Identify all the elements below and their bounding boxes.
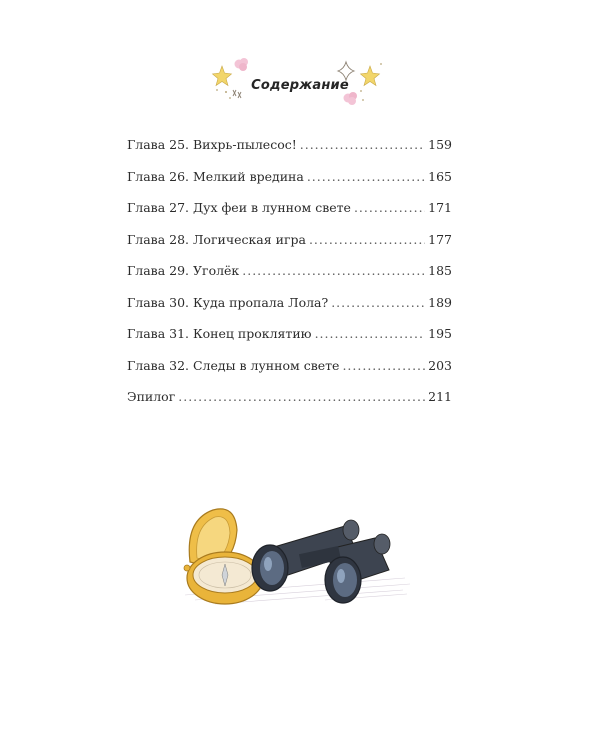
toc-entry-title: Глава 32. Следы в лунном свете [127, 357, 340, 373]
toc-entry [127, 295, 452, 327]
toc-entry-title: Глава 25. Вихрь-пылесос! [127, 137, 297, 152]
dot-leader [242, 263, 425, 278]
toc-entry-page: 203 [428, 357, 452, 373]
toc-entry-page: 159 [428, 137, 452, 152]
toc-entry [127, 232, 452, 264]
toc-entry [127, 137, 452, 169]
toc-entry-page: 211 [428, 389, 452, 404]
toc-entry-page: 189 [428, 294, 452, 310]
table-of-contents [127, 137, 452, 421]
toc-entry-title: Эпилог [127, 389, 176, 404]
toc-entry-page: 171 [428, 200, 452, 215]
toc-entry [127, 169, 452, 201]
toc-entry-title: Глава 29. Уголёк [127, 263, 240, 278]
toc-entry-page: 177 [428, 231, 452, 247]
toc-entry [127, 326, 452, 358]
toc-entry-page: 185 [428, 263, 452, 278]
dot-leader [307, 169, 425, 184]
dot-leader [300, 137, 425, 152]
dot-leader [315, 326, 426, 341]
toc-entry-title: Глава 31. Конец проклятию [127, 326, 312, 341]
dot-leader [178, 389, 425, 404]
dot-leader [354, 200, 425, 215]
page-title: Содержание [251, 78, 349, 93]
toc-entry-title: Глава 26. Мелкий вредина [127, 168, 304, 184]
dot-leader [342, 358, 425, 373]
toc-entry [127, 389, 452, 421]
toc-entry-page: 165 [428, 168, 452, 184]
dot-leader [309, 232, 425, 247]
toc-entry [127, 200, 452, 232]
toc-entry [127, 263, 452, 295]
toc-entry-page: 195 [428, 326, 452, 341]
contents-header [200, 52, 400, 112]
toc-entry [127, 358, 452, 390]
compass-icon [184, 509, 263, 604]
toc-entry-title: Глава 28. Логическая игра [127, 231, 306, 247]
toc-entry-title: Глава 27. Дух феи в лунном свете [127, 200, 351, 215]
toc-entry-title: Глава 30. Куда пропала Лола? [127, 294, 329, 310]
compass-binoculars-illustration [175, 500, 415, 620]
dot-leader [331, 295, 425, 310]
